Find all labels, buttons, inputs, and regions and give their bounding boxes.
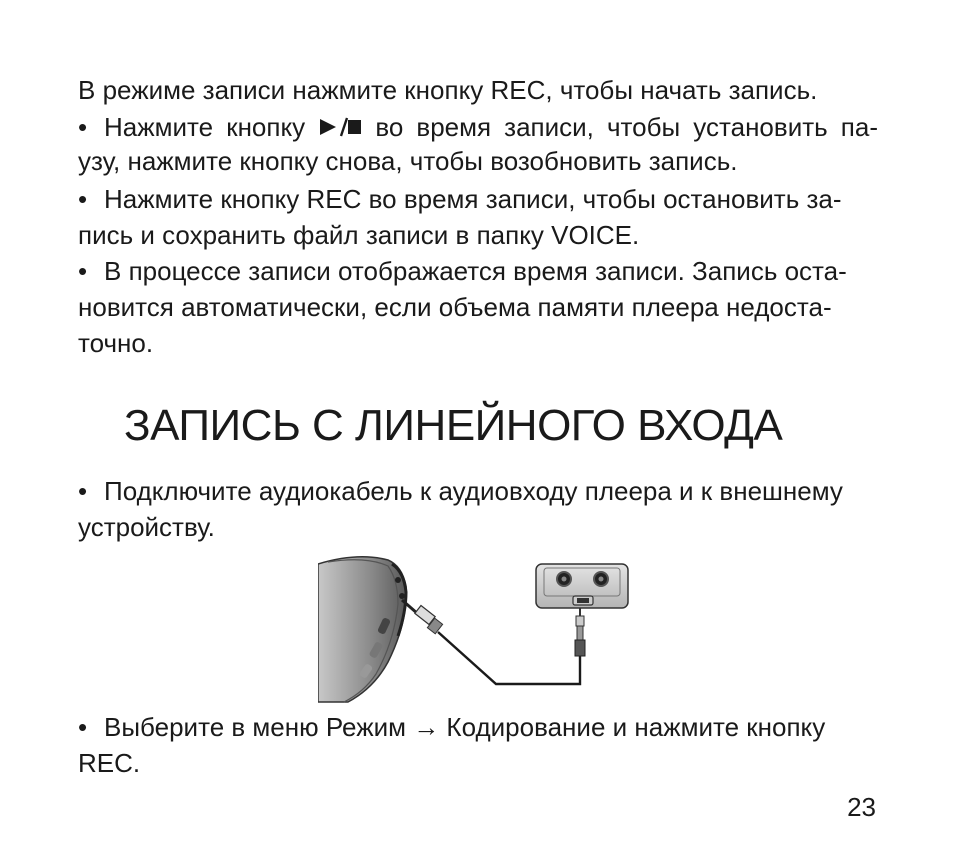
- audio-cable: [438, 632, 580, 684]
- line-in-connection-illustration: [318, 552, 638, 704]
- bullet-time-line2: новится автоматически, если объема памяти плеера недоста-: [78, 292, 832, 322]
- stop-icon: [348, 120, 361, 134]
- cable-plug-player: [402, 600, 443, 634]
- bullet-marker: •: [78, 476, 88, 506]
- section-heading: ЗАПИСЬ С ЛИНЕЙНОГО ВХОДА: [124, 401, 783, 450]
- play-icon: [320, 119, 336, 135]
- bullet-pause-line2: узу, нажмите кнопку снова, чтобы возобновить запись.: [78, 146, 738, 176]
- play-stop-glyph: [318, 116, 362, 138]
- cable-plug-device: [575, 608, 585, 656]
- bullet-marker: •: [78, 112, 88, 142]
- play-stop-icon: [318, 112, 362, 146]
- bullet-pause-line1: • Нажмите кнопку во время записи, чтобы установить па-: [78, 110, 878, 146]
- bullet-connect-line2: устройству.: [78, 512, 215, 542]
- bullet-connect-line1: • Подключите аудиокабель к аудиовходу плеера и к внешнему: [78, 476, 843, 506]
- player-device: [318, 557, 406, 702]
- bullet-stop-line1: • Нажмите кнопку REC во время записи, чтобы остановить за-: [78, 184, 842, 214]
- bullet-menu-line2: REC.: [78, 748, 141, 778]
- page-number: 23: [847, 792, 876, 822]
- bullet-time-line1: • В процессе записи отображается время записи. Запись оста-: [78, 256, 847, 286]
- bullet-marker: •: [78, 256, 88, 286]
- external-device: [536, 564, 628, 608]
- bullet-marker: •: [78, 712, 88, 742]
- bullet-time-line3: точно.: [78, 328, 154, 358]
- bullet-marker: •: [78, 184, 88, 214]
- paragraph-record-start: В режиме записи нажмите кнопку REC, чтобы начать запись.: [78, 75, 818, 105]
- bullet-stop-line2: пись и сохранить файл записи в папку VOICE.: [78, 220, 640, 250]
- bullet-menu-line1: • Выберите в меню Режим → Кодирование и нажмите кнопку: [78, 712, 826, 742]
